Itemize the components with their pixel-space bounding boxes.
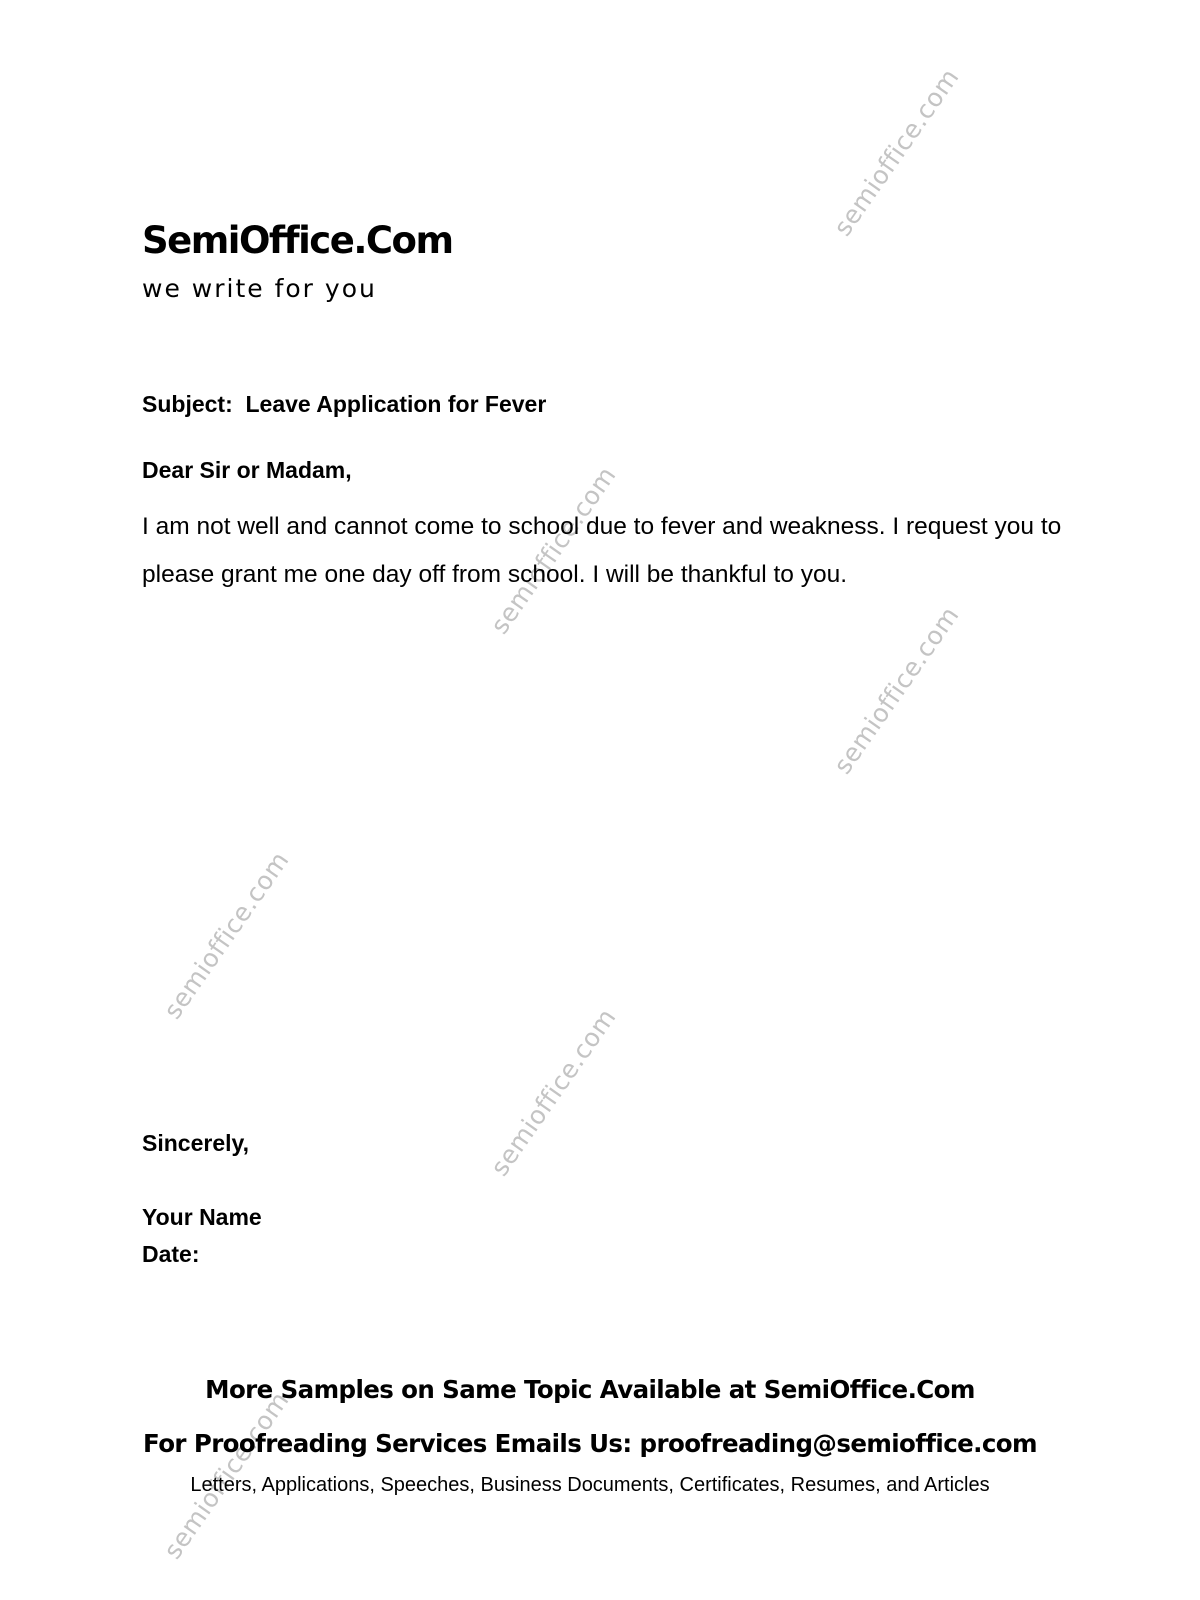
signature-name: Your Name bbox=[142, 1204, 262, 1230]
watermark: semioffice.com bbox=[157, 846, 295, 1025]
closing: Sincerely, bbox=[142, 1130, 249, 1156]
letter-body: I am not well and cannot come to school due to fever and weakness. I request you to please grant me one day off from school. I will be thankful to you. bbox=[142, 513, 1062, 588]
watermark: semioffice.com bbox=[484, 461, 622, 640]
watermark: semioffice.com bbox=[827, 63, 965, 242]
watermark: semioffice.com bbox=[157, 1386, 295, 1565]
footer-more-samples: More Samples on Same Topic Available at SemiOffice.Com bbox=[205, 1375, 975, 1404]
subject-line: Subject: Leave Application for Fever bbox=[142, 391, 547, 417]
salutation: Dear Sir or Madam, bbox=[142, 457, 352, 483]
watermark: semioffice.com bbox=[827, 601, 965, 780]
signature-date: Date: bbox=[142, 1241, 200, 1267]
brand-title: SemiOffice.Com bbox=[142, 219, 453, 262]
brand-tagline: we write for you bbox=[142, 274, 377, 303]
watermark: semioffice.com bbox=[484, 1003, 622, 1182]
footer-proofreading: For Proofreading Services Emails Us: proofreading@semioffice.com bbox=[143, 1429, 1037, 1458]
footer-categories: Letters, Applications, Speeches, Business Documents, Certificates, Resumes, and Articles bbox=[190, 1474, 990, 1496]
